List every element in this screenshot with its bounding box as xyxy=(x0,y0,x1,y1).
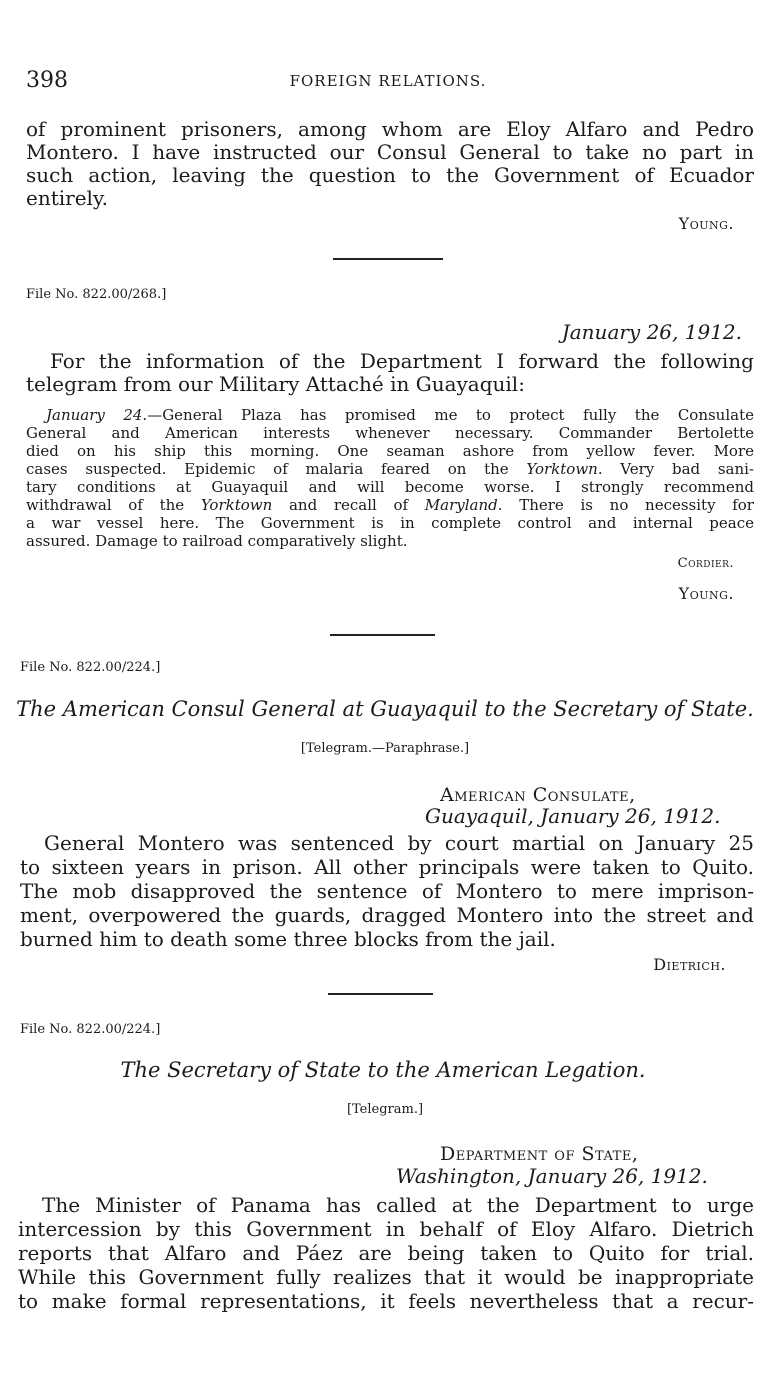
running-title: FOREIGN RELATIONS. xyxy=(289,72,487,90)
section-divider xyxy=(330,634,435,636)
telegram-note: [Telegram.—Paraphrase.] xyxy=(300,741,470,756)
section-divider xyxy=(333,258,443,260)
body-line: While this Government fully realizes that it would be inappropriate xyxy=(18,1265,754,1289)
telegram-note: [Telegram.] xyxy=(346,1102,424,1117)
document-date: Washington, January 26, 1912. xyxy=(396,1164,708,1188)
body-line: For the information of the Department I forward the following xyxy=(50,349,754,373)
telegram-line: assured. Damage to railroad comparatively slight. xyxy=(26,532,408,550)
document-title: The American Consul General at Guayaquil to the Secretary of State. xyxy=(16,697,754,721)
signature: Young. xyxy=(678,584,734,603)
document-title: The Secretary of State to the American Legation. xyxy=(120,1058,646,1082)
document-date: Guayaquil, January 26, 1912. xyxy=(425,804,721,828)
body-line: telegram from our Military Attaché in Guayaquil: xyxy=(26,372,525,396)
telegram-line: tary conditions at Guayaquil and will become worse. I strongly recommend xyxy=(26,478,754,496)
body-line: The mob disapproved the sentence of Montero to mere imprison- xyxy=(20,879,754,903)
ship-name: Yorktown xyxy=(526,460,598,478)
ship-name: Maryland xyxy=(424,496,498,514)
telegram-line: General and American interests whenever necessary. Commander Bertolette xyxy=(26,424,754,442)
ship-name: Yorktown xyxy=(200,496,273,514)
body-line: of prominent prisoners, among whom are Eloy Alfaro and Pedro xyxy=(26,117,754,141)
body-line: reports that Alfaro and Páez are being taken to Quito for trial. xyxy=(18,1241,754,1265)
telegram-line: withdrawal of the Yorktown and recall of Maryland. There is no necessity for xyxy=(26,496,754,514)
place-heading: American Consulate, xyxy=(440,784,636,806)
body-line: intercession by this Government in behalf of Eloy Alfaro. Dietrich xyxy=(18,1217,754,1241)
body-line: to sixteen years in prison. All other principals were taken to Quito. xyxy=(20,855,754,879)
body-line: Montero. I have instructed our Consul General to take no part in xyxy=(26,140,754,164)
document-date: January 26, 1912. xyxy=(561,320,742,344)
body-line: entirely. xyxy=(26,186,108,210)
telegram-line: cases suspected. Epidemic of malaria feared on the Yorktown. Very bad sani- xyxy=(26,460,754,478)
body-line: General Montero was sentenced by court martial on January 25 xyxy=(44,831,754,855)
section-divider xyxy=(328,993,433,995)
body-line: such action, leaving the question to the Government of Ecuador xyxy=(26,163,754,187)
body-line: burned him to death some three blocks from the jail. xyxy=(20,927,556,951)
telegram-line: January 24.—General Plaza has promised me to protect fully the Consulate xyxy=(46,406,754,424)
body-line: ment, overpowered the guards, dragged Montero into the street and xyxy=(20,903,754,927)
signature: Dietrich. xyxy=(653,955,726,974)
body-line: The Minister of Panama has called at the Department to urge xyxy=(42,1193,754,1217)
file-number: File No. 822.00/224.] xyxy=(20,660,161,675)
page-header xyxy=(26,68,750,98)
telegram-line: a war vessel here. The Government is in complete control and internal peace xyxy=(26,514,754,532)
telegram-date: January 24. xyxy=(46,406,148,424)
file-number: File No. 822.00/268.] xyxy=(26,287,167,302)
page-number: 398 xyxy=(26,68,68,93)
file-number: File No. 822.00/224.] xyxy=(20,1022,161,1037)
place-heading: Department of State, xyxy=(440,1143,639,1165)
telegram-line: died on his ship this morning. One seaman ashore from yellow fever. More xyxy=(26,442,754,460)
signature: Young. xyxy=(678,214,734,233)
body-line: to make formal representations, it feels nevertheless that a recur- xyxy=(18,1289,754,1313)
telegram-signature: Cordier. xyxy=(677,556,734,571)
